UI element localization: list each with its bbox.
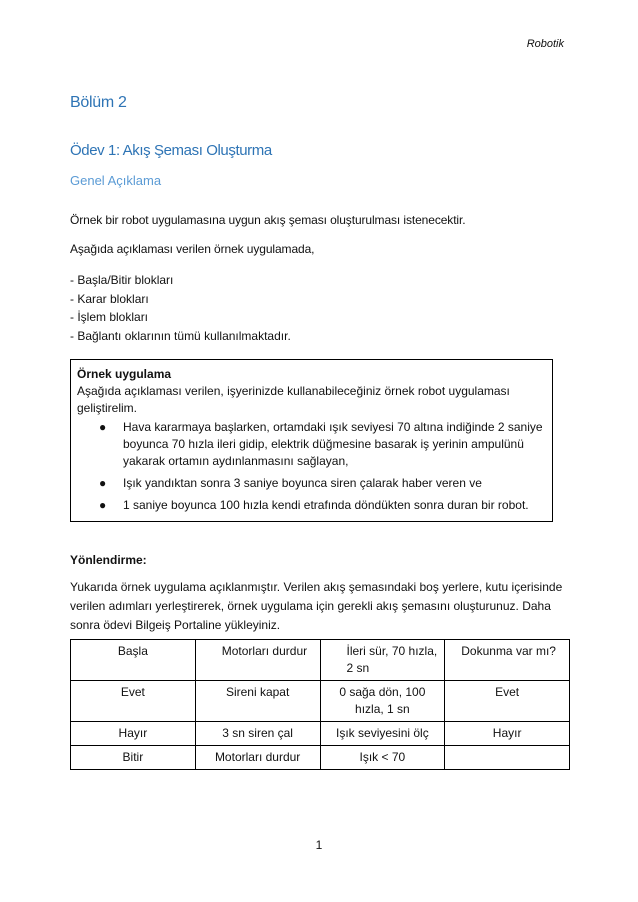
intro-paragraph-2: Aşağıda açıklaması verilen örnek uygulamada, bbox=[70, 242, 315, 256]
example-box bbox=[70, 359, 553, 522]
table-cell: Motorları durdur bbox=[195, 746, 320, 770]
list-item: - İşlem blokları bbox=[70, 310, 149, 324]
page-header: Robotik bbox=[526, 38, 564, 50]
page-number: 1 bbox=[315, 838, 323, 852]
bullet-item: ● Işık yandıktan sonra 3 saniye boyunca siren çalarak haber veren ve bbox=[99, 476, 482, 490]
table-cell: Motorları durdur bbox=[195, 640, 320, 681]
section-heading: Genel Açıklama bbox=[70, 173, 162, 188]
table-cell bbox=[445, 746, 570, 770]
table-cell: 3 sn siren çal bbox=[195, 722, 320, 746]
table-cell: 0 sağa dön, 100 hızla, 1 sn bbox=[320, 681, 445, 722]
list-item: - Başla/Bitir blokları bbox=[70, 273, 174, 287]
table-cell: Evet bbox=[445, 681, 570, 722]
table-cell: Hayır bbox=[445, 722, 570, 746]
table-row bbox=[71, 640, 570, 681]
assignment-heading: Ödev 1: Akış Şeması Oluşturma bbox=[70, 142, 272, 159]
bullet-icon: ● bbox=[99, 420, 107, 434]
example-bullet-list bbox=[77, 419, 548, 514]
block-list bbox=[70, 271, 291, 345]
table-cell: Bitir bbox=[71, 746, 196, 770]
table-cell: Başla bbox=[71, 640, 196, 681]
table-row bbox=[71, 681, 570, 722]
bullet-item: ● Hava kararmaya başlarken, ortamdaki ışık seviyesi 70 altına indiğinde 2 saniye boyunca 70 hızla ileri gidip, elektrik düğmesine basarak iş yerinin ampulünü yakarak ortamın aydınlanmasını sağlayan, bbox=[99, 420, 543, 468]
bullet-item: ● 1 saniye boyunca 100 hızla kendi etrafında döndükten sonra duran bir robot. bbox=[99, 498, 529, 512]
table-cell: Evet bbox=[71, 681, 196, 722]
table-cell: Sireni kapat bbox=[195, 681, 320, 722]
list-item: - Bağlantı oklarının tümü kullanılmaktadır. bbox=[70, 328, 291, 343]
bullet-icon: ● bbox=[99, 498, 107, 512]
table-row bbox=[71, 722, 570, 746]
example-description: Aşağıda açıklaması verilen, işyerinizde kullanabileceğiniz örnek robot uygulaması geliştirelim. bbox=[77, 384, 510, 415]
table-cell: Hayır bbox=[71, 722, 196, 746]
steps-table bbox=[70, 639, 570, 770]
list-item: - Karar blokları bbox=[70, 291, 149, 306]
table-cell: Işık < 70 bbox=[320, 746, 445, 770]
guidance-text: Yukarıda örnek uygulama açıklanmıştır. Verilen akış şemasındaki boş yerlere, kutu içerisinde verilen adımları yerleştirerek, örnek uygulama için gerekli akış şemasını oluşturunuz. Daha sonra ödevi Bilgeiş Portaline yükleyiniz. bbox=[70, 580, 563, 632]
table-cell: İleri sür, 70 hızla, 2 sn bbox=[320, 640, 445, 681]
bullet-icon: ● bbox=[99, 476, 107, 490]
table-row bbox=[71, 746, 570, 770]
table-cell: Dokunma var mı? bbox=[445, 640, 570, 681]
chapter-heading: Bölüm 2 bbox=[70, 94, 127, 111]
guidance-title: Yönlendirme: bbox=[70, 553, 147, 567]
intro-paragraph-1: Örnek bir robot uygulamasına uygun akış şeması oluşturulması istenecektir. bbox=[70, 213, 466, 227]
table-cell: Işık seviyesini ölç bbox=[320, 722, 445, 746]
example-title: Örnek uygulama bbox=[77, 367, 172, 381]
